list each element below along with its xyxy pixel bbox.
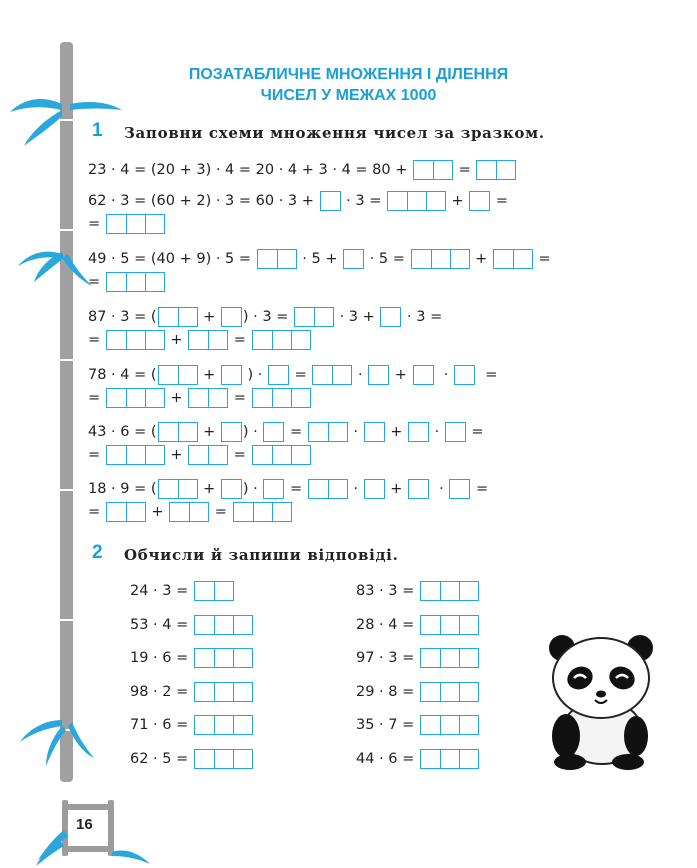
answer-cell[interactable]: [233, 716, 252, 734]
answer-cell[interactable]: [309, 480, 328, 498]
answer-cell[interactable]: [234, 503, 253, 521]
expression-text: =: [88, 504, 105, 520]
answer-cell[interactable]: [291, 446, 310, 464]
expression-text: 19 · 6 =: [130, 650, 193, 666]
answer-cell[interactable]: [426, 192, 445, 210]
expression-text: +: [146, 504, 169, 520]
answer-box[interactable]: [420, 715, 479, 735]
expression-text: =: [491, 193, 509, 209]
answer-box[interactable]: [469, 191, 490, 211]
answer-box[interactable]: [188, 330, 228, 350]
answer-cell[interactable]: [195, 750, 214, 768]
answer-box[interactable]: [308, 422, 348, 442]
answer-box[interactable]: [106, 330, 165, 350]
answer-box[interactable]: [411, 249, 470, 269]
answer-cell[interactable]: [513, 250, 532, 268]
answer-cell[interactable]: [365, 480, 384, 498]
answer-cell[interactable]: [145, 446, 164, 464]
expression-text: ·: [429, 424, 444, 440]
answer-cell[interactable]: [421, 582, 440, 600]
expression-text: +: [165, 332, 188, 348]
expression-text: 78 · 4 = (: [88, 367, 157, 383]
answer-box[interactable]: [368, 365, 389, 385]
answer-box[interactable]: [449, 479, 470, 499]
answer-cell[interactable]: [126, 389, 145, 407]
answer-cell[interactable]: [178, 366, 197, 384]
expression-text: 23 · 4 = (20 + 3) · 4 = 20 · 4 + 3 · 4 = 80 +: [88, 162, 412, 178]
answer-cell[interactable]: [107, 389, 126, 407]
answer-cell[interactable]: [214, 716, 233, 734]
answer-cell[interactable]: [291, 331, 310, 349]
panda-icon: [540, 630, 660, 770]
answer-box[interactable]: [257, 249, 297, 269]
exercise-line: [88, 190, 508, 212]
exercise-line: [88, 501, 293, 523]
answer-cell[interactable]: [477, 161, 496, 179]
answer-box[interactable]: [221, 422, 242, 442]
exercise-line: [88, 248, 551, 270]
answer-cell[interactable]: [126, 273, 145, 291]
answer-cell[interactable]: [214, 616, 233, 634]
answer-cell[interactable]: [258, 250, 277, 268]
answer-box[interactable]: [413, 160, 453, 180]
answer-cell[interactable]: [214, 683, 233, 701]
expression-text: 83 · 3 =: [356, 583, 419, 599]
expression-text: =: [533, 251, 551, 267]
answer-cell[interactable]: [421, 683, 440, 701]
exercise-line: [88, 213, 166, 235]
expression-text: =: [88, 216, 105, 232]
expression-text: =: [229, 390, 251, 406]
answer-box[interactable]: [194, 749, 253, 769]
expression-text: ·: [429, 481, 449, 497]
page-number: 16: [76, 816, 93, 833]
answer-cell[interactable]: [178, 308, 197, 326]
answer-cell[interactable]: [264, 423, 283, 441]
answer-cell[interactable]: [414, 161, 433, 179]
answer-cell[interactable]: [195, 616, 214, 634]
expression-text: 97 · 3 =: [356, 650, 419, 666]
answer-cell[interactable]: [459, 716, 478, 734]
answer-box[interactable]: [312, 365, 352, 385]
answer-cell[interactable]: [272, 446, 291, 464]
answer-cell[interactable]: [178, 423, 197, 441]
exercise-line: [130, 681, 254, 703]
exercise-line: [88, 306, 442, 328]
answer-cell[interactable]: [195, 683, 214, 701]
answer-cell[interactable]: [414, 366, 433, 384]
expression-text: · 3 +: [334, 309, 380, 325]
answer-cell[interactable]: [107, 273, 126, 291]
expression-text: ·: [348, 481, 363, 497]
answer-cell[interactable]: [344, 250, 363, 268]
answer-box[interactable]: [420, 581, 479, 601]
answer-cell[interactable]: [222, 366, 241, 384]
task-2-number: 2: [92, 542, 103, 563]
answer-box[interactable]: [158, 422, 198, 442]
answer-box[interactable]: [194, 581, 234, 601]
expression-text: 98 · 2 =: [130, 683, 193, 700]
answer-box[interactable]: [221, 479, 242, 499]
expression-text: =: [88, 447, 105, 463]
answer-cell[interactable]: [195, 716, 214, 734]
expression-text: 18 · 9 = (: [88, 481, 157, 497]
exercise-line: [88, 421, 484, 443]
answer-cell[interactable]: [277, 250, 296, 268]
answer-cell[interactable]: [272, 503, 291, 521]
answer-cell[interactable]: [269, 366, 288, 384]
answer-cell[interactable]: [313, 366, 332, 384]
answer-box[interactable]: [194, 615, 253, 635]
answer-cell[interactable]: [189, 331, 208, 349]
answer-cell[interactable]: [222, 308, 241, 326]
answer-box[interactable]: [308, 479, 348, 499]
answer-cell[interactable]: [107, 503, 126, 521]
expression-text: ) ·: [242, 367, 267, 383]
answer-cell[interactable]: [309, 423, 328, 441]
answer-box[interactable]: [194, 682, 253, 702]
page-title: [0, 64, 697, 106]
expression-text: ) ·: [242, 481, 263, 497]
expression-text: +: [198, 309, 220, 325]
answer-cell[interactable]: [233, 683, 252, 701]
answer-cell[interactable]: [126, 331, 145, 349]
answer-box[interactable]: [413, 365, 434, 385]
answer-cell[interactable]: [409, 423, 428, 441]
answer-box[interactable]: [380, 307, 401, 327]
answer-box[interactable]: [158, 365, 198, 385]
exercise-line: [88, 364, 497, 386]
exercise-line: [356, 580, 480, 602]
answer-cell[interactable]: [272, 331, 291, 349]
expression-text: =: [88, 274, 105, 290]
exercise-line: [88, 444, 312, 466]
expression-text: =: [453, 162, 476, 178]
expression-text: =: [88, 390, 105, 406]
exercise-line: [130, 748, 254, 770]
exercise-line: [130, 580, 235, 602]
expression-text: +: [165, 447, 188, 463]
expression-text: +: [446, 193, 469, 209]
answer-cell[interactable]: [440, 750, 459, 768]
expression-text: 35 · 7 =: [356, 717, 419, 733]
answer-cell[interactable]: [253, 331, 272, 349]
expression-text: 71 · 6 =: [130, 717, 193, 733]
answer-box[interactable]: [221, 365, 242, 385]
task-1-instruction: Заповни схеми множення чисел за зразком.: [124, 124, 545, 142]
answer-box[interactable]: [263, 422, 284, 442]
expression-text: =: [466, 424, 484, 440]
answer-cell[interactable]: [440, 683, 459, 701]
answer-box[interactable]: [420, 749, 479, 769]
answer-cell[interactable]: [272, 389, 291, 407]
answer-cell[interactable]: [126, 503, 145, 521]
answer-cell[interactable]: [195, 582, 214, 600]
expression-text: =: [285, 424, 307, 440]
answer-box[interactable]: [268, 365, 289, 385]
answer-cell[interactable]: [328, 480, 347, 498]
answer-cell[interactable]: [189, 503, 208, 521]
expression-text: 62 · 5 =: [130, 750, 193, 767]
title-line-2: ЧИСЕЛ У МЕЖАХ 1000: [260, 87, 437, 104]
answer-cell[interactable]: [214, 750, 233, 768]
exercise-line: [356, 748, 480, 770]
answer-cell[interactable]: [440, 649, 459, 667]
expression-text: +: [198, 481, 220, 497]
answer-box[interactable]: [194, 715, 253, 735]
expression-text: 53 · 4 =: [130, 616, 193, 633]
answer-box[interactable]: [420, 682, 479, 702]
answer-cell[interactable]: [107, 331, 126, 349]
answer-cell[interactable]: [412, 250, 431, 268]
answer-cell[interactable]: [440, 616, 459, 634]
expression-text: 24 · 3 =: [130, 583, 193, 599]
exercise-line: [130, 647, 254, 669]
answer-box[interactable]: [106, 388, 165, 408]
answer-box[interactable]: [343, 249, 364, 269]
answer-cell[interactable]: [233, 649, 252, 667]
answer-cell[interactable]: [145, 331, 164, 349]
answer-box[interactable]: [263, 479, 284, 499]
answer-cell[interactable]: [295, 308, 314, 326]
answer-cell[interactable]: [407, 192, 426, 210]
exercise-line: [88, 478, 488, 500]
answer-cell[interactable]: [159, 308, 178, 326]
answer-box[interactable]: [454, 365, 475, 385]
answer-box[interactable]: [252, 330, 311, 350]
answer-box[interactable]: [169, 502, 209, 522]
answer-cell[interactable]: [208, 331, 227, 349]
answer-cell[interactable]: [189, 389, 208, 407]
answer-cell[interactable]: [145, 273, 164, 291]
answer-box[interactable]: [106, 214, 165, 234]
answer-box[interactable]: [106, 445, 165, 465]
answer-cell[interactable]: [189, 446, 208, 464]
answer-cell[interactable]: [126, 215, 145, 233]
answer-cell[interactable]: [440, 716, 459, 734]
expression-text: +: [385, 424, 407, 440]
expression-text: · 3 =: [341, 193, 386, 209]
expression-text: +: [198, 367, 220, 383]
answer-cell[interactable]: [431, 250, 450, 268]
answer-box[interactable]: [420, 648, 479, 668]
exercise-line: [356, 681, 480, 703]
answer-cell[interactable]: [214, 582, 233, 600]
bamboo-frame-icon: [20, 790, 170, 868]
answer-cell[interactable]: [159, 366, 178, 384]
expression-text: · 5 +: [297, 251, 343, 267]
exercise-line: [130, 614, 254, 636]
answer-box[interactable]: [106, 502, 146, 522]
expression-text: =: [210, 504, 232, 520]
answer-cell[interactable]: [459, 616, 478, 634]
answer-cell[interactable]: [107, 215, 126, 233]
answer-cell[interactable]: [459, 649, 478, 667]
answer-cell[interactable]: [450, 250, 469, 268]
answer-cell[interactable]: [170, 503, 189, 521]
expression-text: ·: [348, 424, 363, 440]
answer-box[interactable]: [420, 615, 479, 635]
answer-cell[interactable]: [208, 446, 227, 464]
answer-box[interactable]: [408, 422, 429, 442]
exercise-line: [356, 714, 480, 736]
expression-text: =: [229, 447, 251, 463]
answer-cell[interactable]: [421, 716, 440, 734]
answer-cell[interactable]: [233, 616, 252, 634]
answer-cell[interactable]: [365, 423, 384, 441]
answer-cell[interactable]: [253, 446, 272, 464]
expression-text: =: [229, 332, 251, 348]
answer-box[interactable]: [188, 388, 228, 408]
expression-text: +: [385, 481, 407, 497]
expression-text: ·: [434, 367, 454, 383]
expression-text: 44 · 6 =: [356, 750, 419, 767]
answer-box[interactable]: [158, 307, 198, 327]
answer-cell[interactable]: [446, 423, 465, 441]
exercise-line: [88, 387, 312, 409]
expression-text: =: [476, 367, 498, 383]
answer-cell[interactable]: [459, 750, 478, 768]
answer-box[interactable]: [364, 422, 385, 442]
answer-cell[interactable]: [494, 250, 513, 268]
answer-cell[interactable]: [409, 480, 428, 498]
exercise-line: [130, 714, 254, 736]
expression-text: =: [88, 332, 105, 348]
answer-cell[interactable]: [421, 616, 440, 634]
answer-cell[interactable]: [314, 308, 333, 326]
answer-box[interactable]: [221, 307, 242, 327]
answer-cell[interactable]: [233, 750, 252, 768]
answer-box[interactable]: [106, 272, 165, 292]
answer-cell[interactable]: [421, 750, 440, 768]
answer-box[interactable]: [252, 388, 311, 408]
answer-cell[interactable]: [253, 389, 272, 407]
title-line-1: ПОЗАТАБЛИЧНЕ МНОЖЕННЯ І ДІЛЕННЯ: [188, 66, 509, 83]
task-1-number: 1: [92, 120, 103, 141]
answer-cell[interactable]: [328, 423, 347, 441]
answer-box[interactable]: [252, 445, 311, 465]
expression-text: ) ·: [242, 424, 263, 440]
task-2-instruction: Обчисли й запиши відповіді.: [124, 546, 399, 564]
answer-cell[interactable]: [388, 192, 407, 210]
answer-cell[interactable]: [470, 192, 489, 210]
answer-cell[interactable]: [433, 161, 452, 179]
exercise-line: [356, 614, 480, 636]
expression-text: +: [470, 251, 492, 267]
answer-cell[interactable]: [440, 582, 459, 600]
exercise-line: [356, 647, 480, 669]
answer-cell[interactable]: [195, 649, 214, 667]
expression-text: · 5 =: [365, 251, 410, 267]
answer-box[interactable]: [320, 191, 341, 211]
expression-text: =: [285, 481, 307, 497]
answer-box[interactable]: [194, 648, 253, 668]
answer-box[interactable]: [188, 445, 228, 465]
exercise-line: [88, 159, 517, 181]
expression-text: =: [471, 481, 489, 497]
answer-cell[interactable]: [159, 423, 178, 441]
expression-text: 29 · 8 =: [356, 683, 419, 700]
expression-text: 49 · 5 = (40 + 9) · 5 =: [88, 251, 256, 267]
answer-cell[interactable]: [178, 480, 197, 498]
answer-cell[interactable]: [159, 480, 178, 498]
expression-text: · 3 =: [402, 309, 443, 325]
answer-box[interactable]: [408, 479, 429, 499]
answer-box[interactable]: [364, 479, 385, 499]
expression-text: +: [198, 424, 220, 440]
expression-text: ) · 3 =: [242, 309, 293, 325]
answer-cell[interactable]: [214, 649, 233, 667]
answer-cell[interactable]: [332, 366, 351, 384]
answer-cell[interactable]: [222, 480, 241, 498]
expression-text: 28 · 4 =: [356, 616, 419, 633]
answer-cell[interactable]: [126, 446, 145, 464]
answer-cell[interactable]: [459, 683, 478, 701]
answer-cell[interactable]: [222, 423, 241, 441]
answer-box[interactable]: [294, 307, 334, 327]
expression-text: 87 · 3 = (: [88, 309, 157, 325]
expression-text: ·: [353, 367, 368, 383]
answer-cell[interactable]: [264, 480, 283, 498]
exercise-line: [88, 329, 312, 351]
answer-cell[interactable]: [208, 389, 227, 407]
answer-box[interactable]: [387, 191, 446, 211]
answer-cell[interactable]: [107, 446, 126, 464]
expression-text: +: [165, 390, 188, 406]
expression-text: =: [290, 367, 312, 383]
answer-box[interactable]: [233, 502, 292, 522]
answer-box[interactable]: [476, 160, 516, 180]
answer-cell[interactable]: [291, 389, 310, 407]
expression-text: 43 · 6 = (: [88, 424, 157, 440]
answer-cell[interactable]: [145, 215, 164, 233]
answer-box[interactable]: [493, 249, 533, 269]
expression-text: 62 · 3 = (60 + 2) · 3 = 60 · 3 +: [88, 193, 319, 209]
expression-text: +: [390, 367, 412, 383]
answer-cell[interactable]: [321, 192, 340, 210]
answer-cell[interactable]: [145, 389, 164, 407]
answer-cell[interactable]: [459, 582, 478, 600]
answer-cell[interactable]: [253, 503, 272, 521]
answer-cell[interactable]: [369, 366, 388, 384]
answer-cell[interactable]: [496, 161, 515, 179]
answer-cell[interactable]: [450, 480, 469, 498]
answer-cell[interactable]: [381, 308, 400, 326]
answer-cell[interactable]: [421, 649, 440, 667]
answer-cell[interactable]: [455, 366, 474, 384]
exercise-line: [88, 271, 166, 293]
answer-box[interactable]: [445, 422, 466, 442]
answer-box[interactable]: [158, 479, 198, 499]
